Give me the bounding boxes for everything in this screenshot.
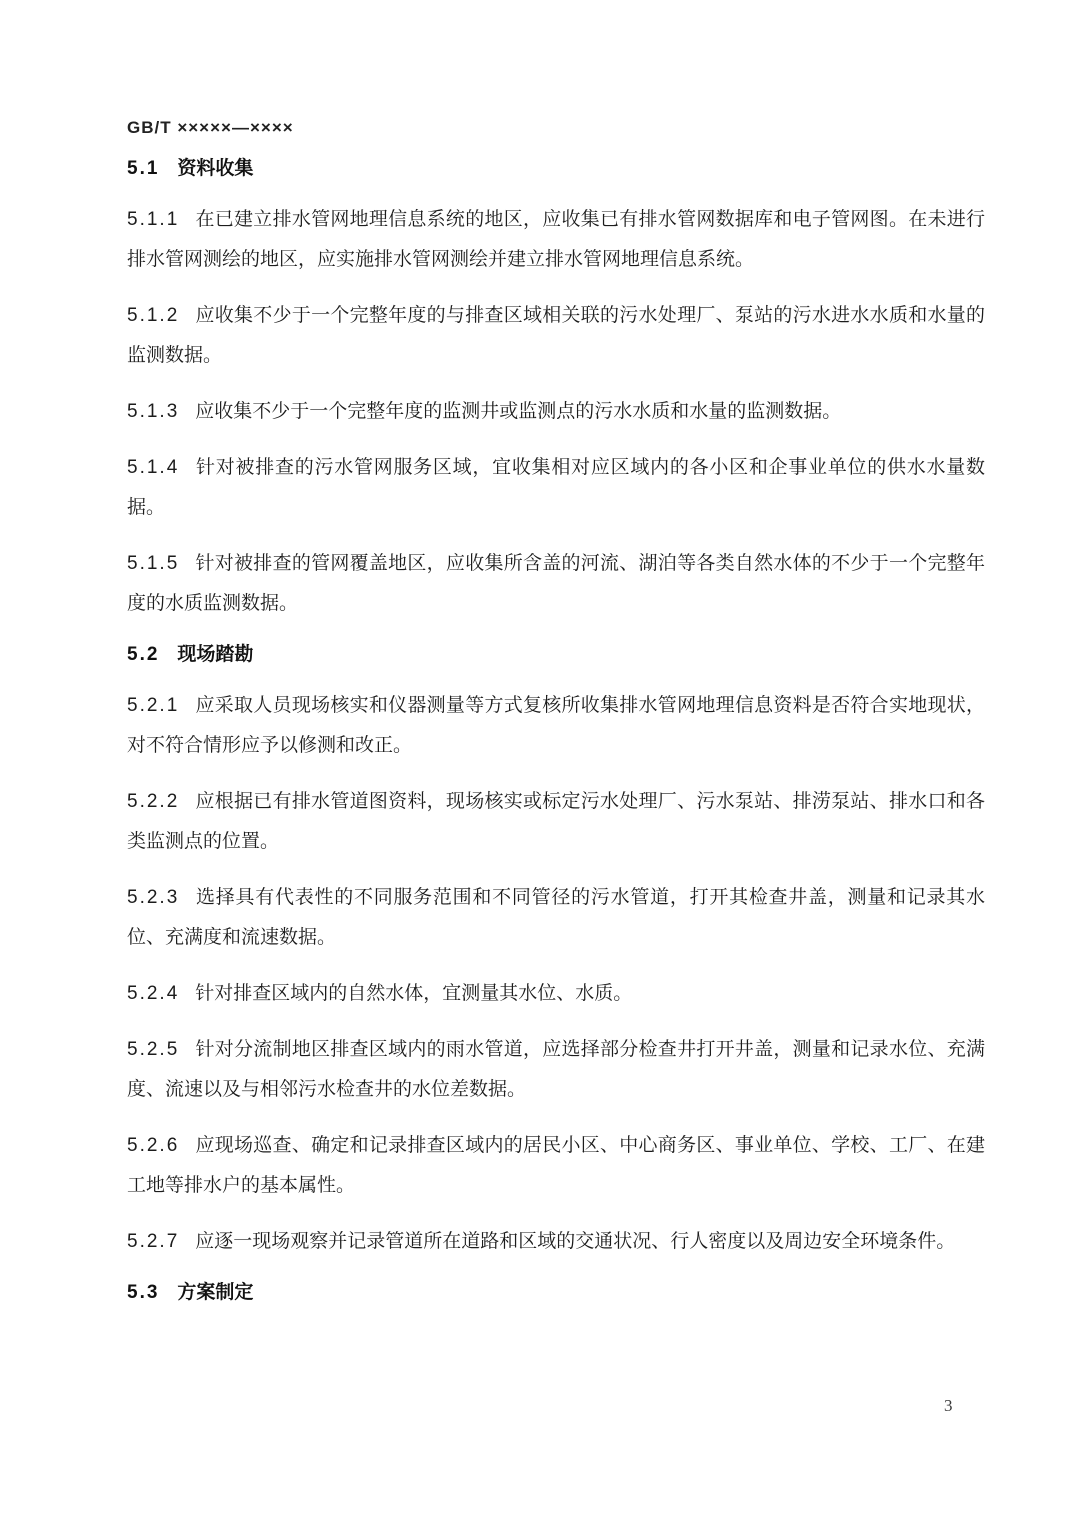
clause-text: 应收集不少于一个完整年度的监测井或监测点的污水水质和水量的监测数据。 <box>195 401 842 422</box>
clause-number: 5.2.3 <box>127 887 180 908</box>
clause-text: 在已建立排水管网地理信息系统的地区，应收集已有排水管网数据库和电子管网图。在未进行排水管网测绘的地区，应实施排水管网测绘并建立排水管网地理信息系统。 <box>127 209 985 270</box>
clause-text: 应收集不少于一个完整年度的与排查区域相关联的污水处理厂、泵站的污水进水水质和水量的监测数据。 <box>127 305 985 366</box>
clause-number: 5.2.1 <box>127 695 180 716</box>
document-content <box>127 116 985 1318</box>
clause-5-1-5 <box>127 544 985 624</box>
clause-5-2-2 <box>127 782 985 862</box>
clause-number: 5.1.5 <box>127 553 180 574</box>
clause-number: 5.1.4 <box>127 457 180 478</box>
section-heading-5-2 <box>127 640 985 670</box>
section-title: 现场踏勘 <box>177 644 254 665</box>
clause-5-1-2 <box>127 296 985 376</box>
clause-5-2-1 <box>127 686 985 766</box>
clause-text: 针对排查区域内的自然水体，宜测量其水位、水质。 <box>195 983 633 1004</box>
clause-text: 应逐一现场观察并记录管道所在道路和区域的交通状况、行人密度以及周边安全环境条件。 <box>195 1231 956 1252</box>
clause-text: 针对被排查的管网覆盖地区，应收集所含盖的河流、湖泊等各类自然水体的不少于一个完整年度的水质监测数据。 <box>127 553 985 614</box>
clause-text: 应现场巡查、确定和记录排查区域内的居民小区、中心商务区、事业单位、学校、工厂、在建工地等排水户的基本属性。 <box>127 1135 985 1196</box>
clause-5-1-4 <box>127 448 985 528</box>
section-number: 5.3 <box>127 1282 160 1303</box>
clause-number: 5.2.7 <box>127 1231 180 1252</box>
clause-number: 5.2.5 <box>127 1039 180 1060</box>
clause-5-1-3 <box>127 392 985 432</box>
clause-text: 针对分流制地区排查区域内的雨水管道，应选择部分检查井打开井盖，测量和记录水位、充满度、流速以及与相邻污水检查井的水位差数据。 <box>127 1039 985 1100</box>
clause-5-2-6 <box>127 1126 985 1206</box>
clause-5-2-3 <box>127 878 985 958</box>
page-number: 3 <box>944 1396 953 1415</box>
section-title: 资料收集 <box>177 158 254 179</box>
clause-number: 5.1.3 <box>127 401 180 422</box>
clause-5-2-5 <box>127 1030 985 1110</box>
clause-number: 5.2.4 <box>127 983 180 1004</box>
clause-5-2-4 <box>127 974 985 1014</box>
section-heading-5-1 <box>127 154 985 184</box>
clause-number: 5.1.1 <box>127 209 180 230</box>
clause-number: 5.2.2 <box>127 791 180 812</box>
standard-code-header: GB/T ×××××—×××× <box>127 118 294 137</box>
clause-5-2-7 <box>127 1222 985 1262</box>
section-heading-5-3 <box>127 1278 985 1308</box>
section-title: 方案制定 <box>177 1282 254 1303</box>
clause-text: 针对被排查的污水管网服务区域，宜收集相对应区域内的各小区和企事业单位的供水水量数据。 <box>127 457 985 518</box>
clause-text: 应根据已有排水管道图资料，现场核实或标定污水处理厂、污水泵站、排涝泵站、排水口和各类监测点的位置。 <box>127 791 985 852</box>
clause-number: 5.2.6 <box>127 1135 180 1156</box>
clause-text: 选择具有代表性的不同服务范围和不同管径的污水管道，打开其检查井盖，测量和记录其水位、充满度和流速数据。 <box>127 887 985 948</box>
section-number: 5.1 <box>127 158 160 179</box>
section-number: 5.2 <box>127 644 160 665</box>
clause-text: 应采取人员现场核实和仪器测量等方式复核所收集排水管网地理信息资料是否符合实地现状，对不符合情形应予以修测和改正。 <box>127 695 985 756</box>
clause-5-1-1 <box>127 200 985 280</box>
clause-number: 5.1.2 <box>127 305 180 326</box>
